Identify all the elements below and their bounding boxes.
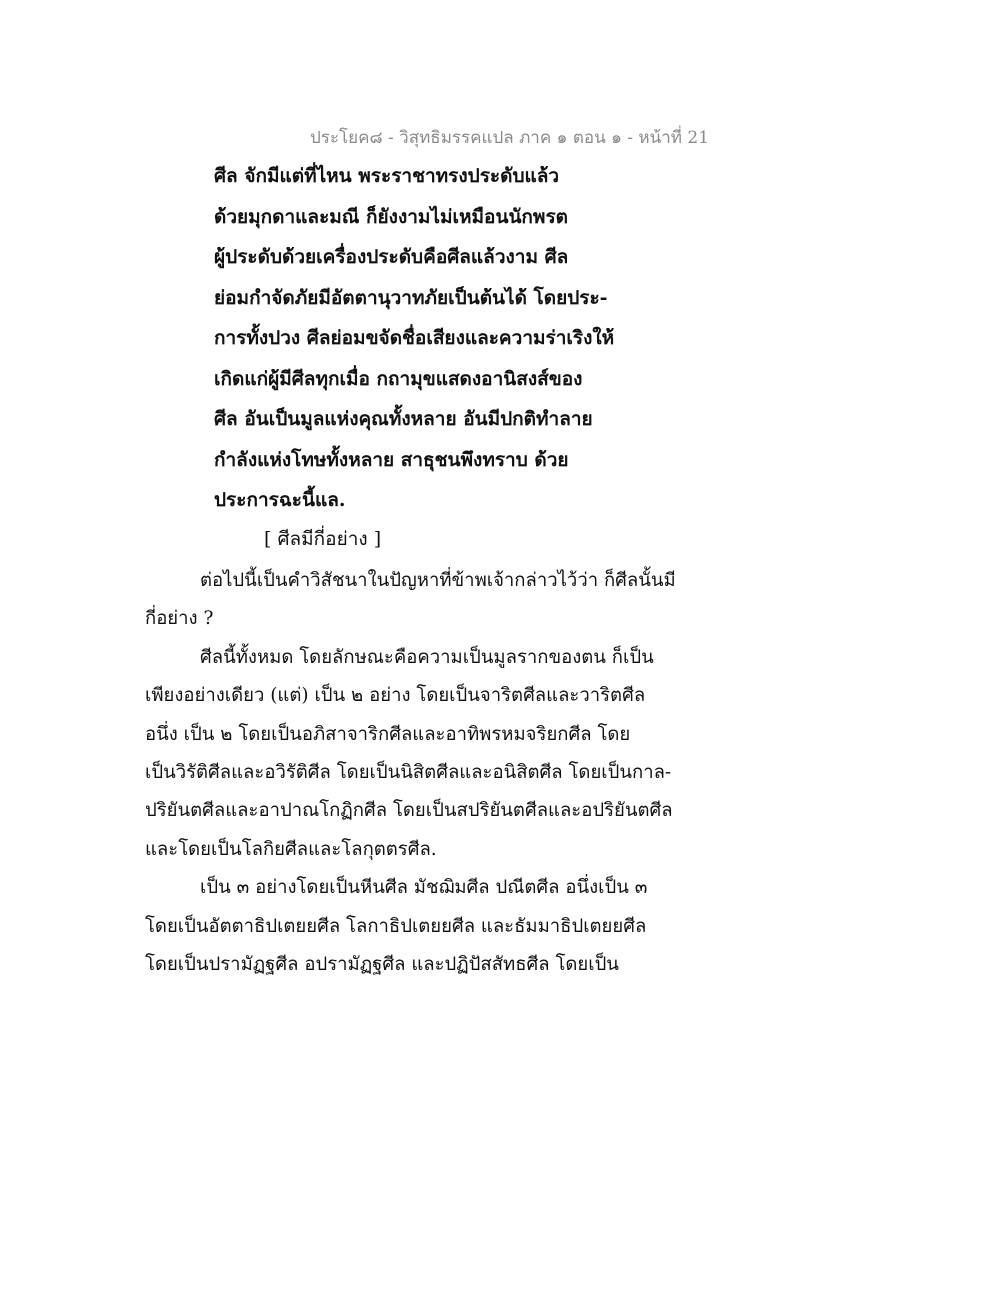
prose-line: ปริยันตศีลและอาปาณโกฏิกศีล โดยเป็นสปริยันตศีลและอปริยันตศีล bbox=[145, 800, 673, 822]
prose-line: ต่อไปนี้เป็นคำวิสัชนาในปัญหาที่ข้าพเจ้ากล่าวไว้ว่า ก็ศีลนั้นมี bbox=[200, 570, 676, 591]
verse-line: ศีล อันเป็นมูลแห่งคุณทั้งหลาย อันมีปกติทำลาย bbox=[214, 408, 593, 430]
prose-line: ศีลนี้ทั้งหมด โดยลักษณะคือความเป็นมูลรากของตน ก็เป็น bbox=[200, 646, 654, 668]
prose-line: เป็นวิรัติศีลและอวิรัติศีล โดยเป็นนิสิตศีลและอนิสิตศีล โดยเป็นกาล- bbox=[145, 761, 672, 783]
prose-line: เป็น ๓ อย่างโดยเป็นหีนศีล มัชฌิมศีล ปณีตศีล อนึ่งเป็น ๓ bbox=[200, 877, 648, 899]
verse-block bbox=[214, 156, 654, 521]
verse-line: ย่อมกำจัดภัยมีอัตตานุวาทภัยเป็นต้นได้ โดยประ- bbox=[214, 286, 608, 309]
verse-line: ผู้ประดับด้วยเครื่องประดับคือศีลแล้วงาม ศีล bbox=[214, 246, 569, 268]
verse-line: ด้วยมุกดาและมณี ก็ยังงามไม่เหมือนนักพรต bbox=[214, 205, 569, 228]
prose-line: เพียงอย่างเดียว (แต่) เป็น ๒ อย่าง โดยเป็นจาริตศีลและวาริตศีล bbox=[145, 685, 646, 707]
verse-line: การทั้งปวง ศีลย่อมขจัดชื่อเสียงและความร่าเริงให้ bbox=[214, 327, 615, 349]
verse-line: ประการฉะนี้แล. bbox=[214, 489, 346, 511]
prose-line: และโดยเป็นโลกิยศีลและโลกุตตรศีล. bbox=[145, 838, 437, 860]
page-header: ประโยค๘ - วิสุทธิมรรคแปล ภาค ๑ ตอน ๑ - หน้าที่ 21 bbox=[310, 128, 710, 148]
verse-line: กำลังแห่งโทษทั้งหลาย สาธุชนพึงทราบ ด้วย bbox=[214, 448, 569, 471]
verse-line: ศีล จักมีแต่ที่ไหน พระราชาทรงประดับแล้ว bbox=[214, 165, 560, 187]
prose-block bbox=[145, 562, 705, 984]
verse-line: เกิดแก่ผู้มีศีลทุกเมื่อ กถามุขแสดงอานิสงส์ของ bbox=[214, 367, 583, 390]
prose-line: กี่อย่าง ? bbox=[145, 608, 214, 630]
prose-line: โดยเป็นปรามัฏฐศีล อปรามัฏฐศีล และปฏิปัสสัทธศีล โดยเป็น bbox=[145, 953, 619, 975]
prose-line: โดยเป็นอัตตาธิปเตยยศีล โลกาธิปเตยยศีล และธัมมาธิปเตยยศีล bbox=[145, 915, 647, 937]
section-heading: [ ศีลมีกี่อย่าง ] bbox=[264, 528, 382, 550]
prose-line: อนึ่ง เป็น ๒ โดยเป็นอภิสาจาริกศีลและอาทิพรหมจริยกศีล โดย bbox=[145, 723, 631, 745]
